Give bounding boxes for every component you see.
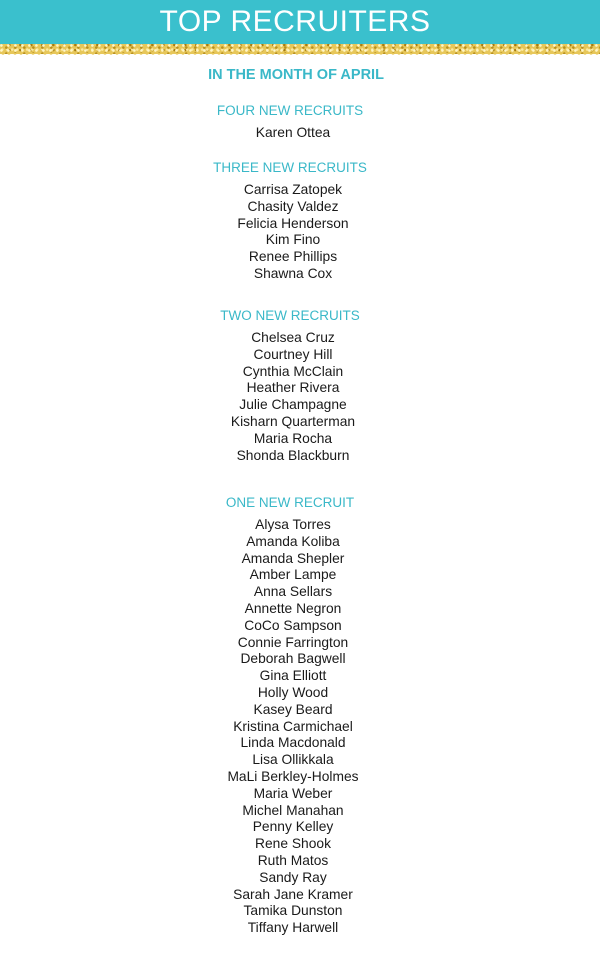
recruiter-name: Amanda Shepler	[241, 550, 345, 566]
recruiter-name: MaLi Berkley-Holmes	[227, 768, 359, 784]
recruiter-name: Julie Champagne	[239, 397, 347, 413]
recruiter-name: Deborah Bagwell	[240, 651, 346, 667]
section-title-one: ONE NEW RECRUIT	[225, 495, 355, 510]
recruiter-name: Rene Shook	[255, 836, 331, 852]
recruiter-name: Felicia Henderson	[237, 215, 349, 231]
recruiter-name: Sandy Ray	[259, 869, 327, 885]
recruiter-list-one	[0, 517, 586, 937]
recruiter-name: Carrisa Zatopek	[243, 182, 343, 197]
recruiter-name: Penny Kelley	[252, 819, 334, 835]
recruiter-name: Linda Macdonald	[240, 735, 346, 751]
recruiter-name: Ruth Matos	[257, 852, 329, 868]
recruiter-name: Tamika Dunston	[243, 903, 343, 919]
recruiter-name: Holly Wood	[257, 684, 329, 700]
recruiter-name: Shonda Blackburn	[236, 447, 350, 463]
recruiter-name: Lisa Ollikkala	[252, 752, 334, 768]
recruiter-name: Shawna Cox	[253, 265, 333, 281]
recruiter-name: CoCo Sampson	[244, 617, 342, 633]
recruiter-name: Tiffany Harwell	[247, 920, 339, 936]
recruiter-name: Sarah Jane Kramer	[233, 886, 353, 902]
page-title: TOP RECRUITERS	[159, 5, 431, 38]
recruiter-list-four	[0, 125, 586, 142]
recruiter-name: Amber Lampe	[249, 567, 337, 583]
recruiter-name: Kristina Carmichael	[233, 718, 353, 734]
recruiter-name: Amanda Koliba	[246, 533, 340, 549]
recruiter-name: Chasity Valdez	[247, 198, 339, 214]
recruiter-name: Kisharn Quarterman	[230, 413, 356, 429]
recruiter-name: Annette Negron	[244, 600, 342, 616]
recruiter-name: Courtney Hill	[253, 346, 333, 362]
month-subtitle: IN THE MONTH OF APRIL	[208, 67, 384, 83]
recruiter-name: Kim Fino	[265, 232, 321, 248]
gold-glitter-edge	[0, 53, 600, 56]
recruiter-name: Connie Farrington	[237, 634, 349, 650]
recruiter-name: Cynthia McClain	[242, 363, 344, 379]
recruiter-name: Gina Elliott	[259, 668, 327, 684]
recruiter-name: Anna Sellars	[253, 584, 333, 600]
recruiter-name: Renee Phillips	[248, 249, 338, 265]
recruiter-name: Alysa Torres	[255, 517, 331, 532]
section-title-three: THREE NEW RECRUITS	[213, 160, 367, 175]
recruiter-name: Heather Rivera	[246, 380, 340, 396]
recruiter-name: Maria Weber	[253, 785, 333, 801]
recruiter-name: Michel Manahan	[242, 802, 344, 818]
recruiter-name: Maria Rocha	[253, 430, 333, 446]
recruiter-name: Chelsea Cruz	[251, 330, 335, 345]
recruiter-list-three	[0, 182, 586, 283]
recruiter-name: Karen Ottea	[255, 125, 331, 140]
section-title-four: FOUR NEW RECRUITS	[216, 103, 364, 118]
section-title-two: TWO NEW RECRUITS	[220, 308, 360, 323]
header-banner	[0, 0, 600, 44]
recruiter-name: Kasey Beard	[253, 701, 333, 717]
recruiter-list-two	[0, 330, 586, 464]
